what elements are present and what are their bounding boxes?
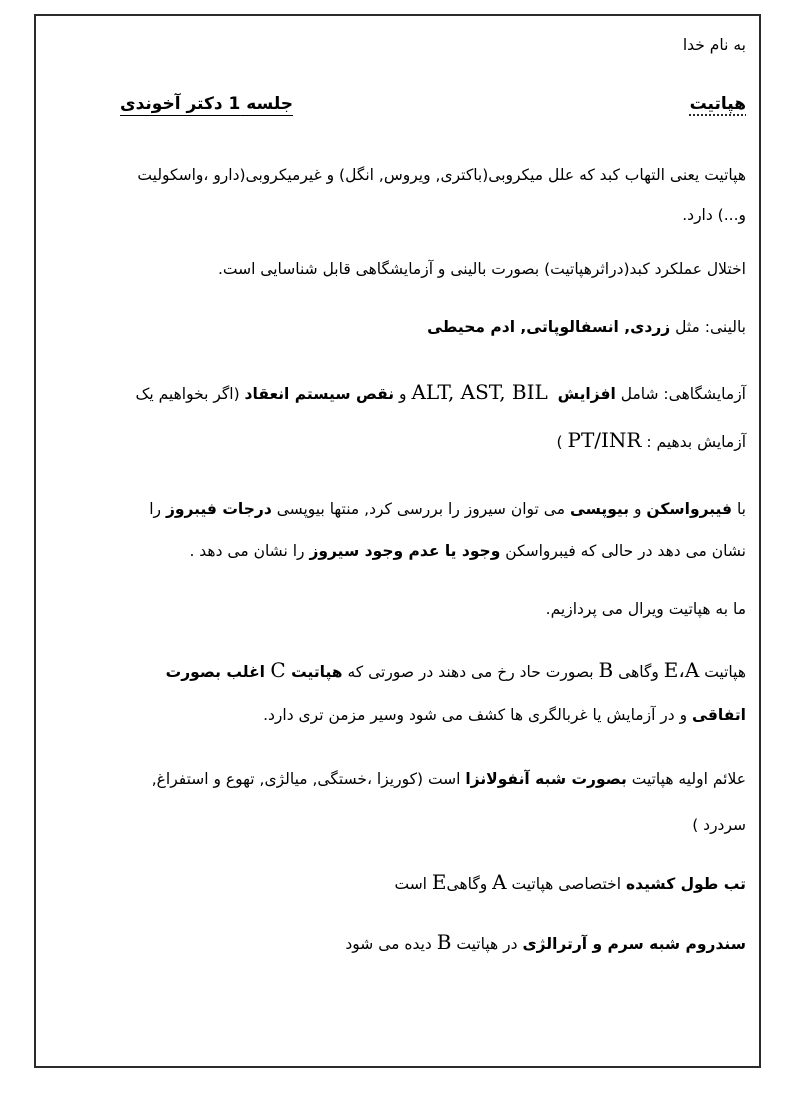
paragraph-definition-line-1: هپاتیت یعنی التهاب کبد که علل میکروبی(باکتری, ویروس, انگل) و غیرمیکروبی(دارو ،واسکولیت	[137, 166, 746, 184]
paragraph-acute-line-1: هپاتیت E،A وگاهی B بصورت حاد رخ می دهند در صورتی که هپاتیت C اغلب بصورت	[165, 658, 746, 682]
paragraph-acute-line-2: اتفاقی و در آزمایش یا غربالگری ها کشف می شود وسیر مزمن تری دارد.	[263, 706, 746, 724]
document-page	[50, 30, 746, 1030]
paragraph-dysfunction: اختلال عملکرد کبد(دراثرهپاتیت) بصورت بالینی و آزمایشگاهی قابل شناسایی است.	[217, 260, 746, 278]
paragraph-lab-line-2: آزمایش بدهیم : PT/INR )	[556, 428, 746, 452]
paragraph-symptoms-line-1: علائم اولیه هپاتیت بصورت شبه آنفولانزا است (کوریزا ،خستگی, میالژی, تهوع و استفراغ,	[151, 770, 746, 788]
paragraph-definition-line-2: و...) دارد.	[682, 206, 746, 224]
paragraph-fever: تب طول کشیده اختصاصی هپاتیت A وگاهیE است	[394, 870, 746, 894]
paragraph-fibroscan-line-1: با فیبرواسکن و بیوپسی می توان سیروز را بررسی کرد, منتها بیوپسی درجات فیبروز را	[149, 500, 746, 518]
paragraph-serum-sickness: سندروم شبه سرم و آرترالژی در هپاتیت B دیده می شود	[345, 930, 746, 954]
bismillah: به نام خدا	[682, 36, 746, 54]
paragraph-lab-line-1: آزمایشگاهی: شامل افزایش ALT, AST, BIL و نقص سیستم انعقاد (اگر بخواهیم یک	[135, 380, 746, 404]
paragraph-clinical: بالینی: مثل زردی, انسفالوپاتی, ادم محیطی	[427, 318, 746, 336]
paragraph-viral: ما به هپاتیت ویرال می پردازیم.	[545, 600, 746, 618]
title-row	[50, 94, 746, 114]
session-title: جلسه 1 دکتر آخوندی	[120, 94, 294, 114]
paragraph-fibroscan-line-2: نشان می دهد در حالی که فیبرواسکن وجود یا عدم وجود سیروز را نشان می دهد .	[189, 542, 746, 560]
page-title: هپاتیت	[689, 94, 746, 114]
paragraph-symptoms-line-2: سردرد )	[692, 816, 746, 834]
